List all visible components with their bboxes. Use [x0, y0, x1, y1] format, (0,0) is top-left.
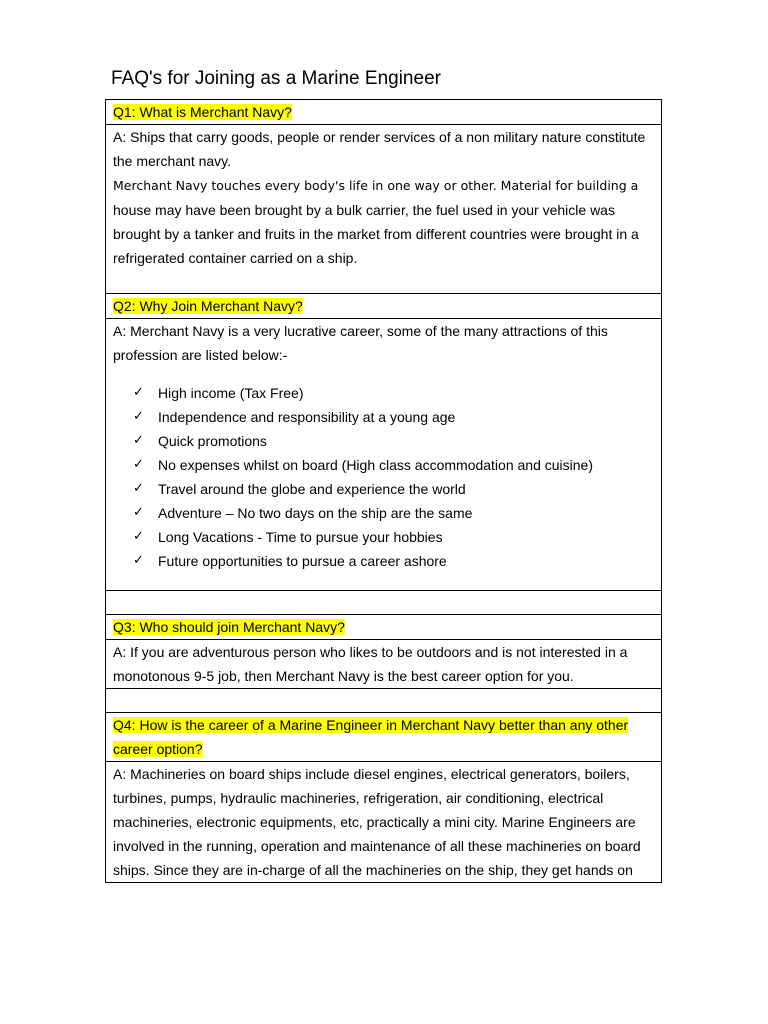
question-cell-1	[106, 100, 662, 125]
question-row-4	[106, 713, 662, 762]
question-row-1	[106, 100, 662, 125]
checkmark-icon: ✓	[133, 433, 144, 448]
question-3-text: Q3: Who should join Merchant Navy?	[113, 619, 345, 635]
answer-1-line-4: house may have been brought by a bulk carrier, the fuel used in your vehicle was	[113, 202, 615, 218]
question-row-3	[106, 615, 662, 640]
answer-1-line-2: the merchant navy.	[113, 153, 232, 169]
answer-row-1	[106, 125, 662, 294]
list-item: ✓ Quick promotions	[133, 429, 654, 453]
list-item: ✓ Adventure – No two days on the ship are the same	[133, 501, 654, 525]
answer-row-4	[106, 762, 662, 883]
question-4-line-1: Q4: How is the career of a Marine Engineer in Merchant Navy better than any other	[113, 717, 629, 733]
answer-2-line-2: profession are listed below:-	[113, 347, 288, 363]
answer-cell-1	[106, 125, 662, 294]
attractions-list	[113, 381, 654, 573]
question-row-2	[106, 294, 662, 319]
answer-4-line-1: A: Machineries on board ships include diesel engines, electrical generators, boilers,	[113, 766, 630, 782]
answer-cell-4	[106, 762, 662, 883]
question-4-line-2: career option?	[113, 741, 203, 757]
answer-4-line-4: involved in the running, operation and maintenance of all these machineries on board	[113, 838, 641, 854]
answer-2-line-1: A: Merchant Navy is a very lucrative career, some of the many attractions of this	[113, 323, 608, 339]
spacer-row	[106, 689, 662, 713]
question-cell-2	[106, 294, 662, 319]
checkmark-icon: ✓	[133, 385, 144, 400]
question-cell-4	[106, 713, 662, 762]
question-2-text: Q2: Why Join Merchant Navy?	[113, 298, 303, 314]
list-item: ✓ Long Vacations - Time to pursue your hobbies	[133, 525, 654, 549]
answer-cell-3	[106, 640, 662, 689]
faq-table	[105, 99, 662, 883]
list-item: ✓ Travel around the globe and experience the world	[133, 477, 654, 501]
answer-4-line-3: machineries, electronic equipments, etc, practically a mini city. Marine Engineers are	[113, 814, 636, 830]
checkmark-icon: ✓	[133, 481, 144, 496]
answer-4-line-5: ships. Since they are in-charge of all the machineries on the ship, they get hands on	[113, 862, 633, 878]
answer-1-line-3: Merchant Navy touches every body's life in one way or other. Material for building a	[113, 178, 639, 193]
list-item: ✓ High income (Tax Free)	[133, 381, 654, 405]
question-1-text: Q1: What is Merchant Navy?	[113, 104, 292, 120]
question-cell-3	[106, 615, 662, 640]
list-item: ✓ Independence and responsibility at a young age	[133, 405, 654, 429]
answer-3-line-1: A: If you are adventurous person who likes to be outdoors and is not interested in a	[113, 644, 628, 660]
answer-1-line-5: brought by a tanker and fruits in the market from different countries were brought in a	[113, 226, 639, 242]
answer-row-2	[106, 319, 662, 591]
spacer-cell	[106, 689, 662, 713]
checkmark-icon: ✓	[133, 457, 144, 472]
answer-4-line-2: turbines, pumps, hydraulic machineries, refrigeration, air conditioning, electrical	[113, 790, 604, 806]
answer-1-line-1: A: Ships that carry goods, people or render services of a non military nature constitute	[113, 129, 646, 145]
list-item: ✓ No expenses whilst on board (High class accommodation and cuisine)	[133, 453, 654, 477]
answer-3-line-2: monotonous 9-5 job, then Merchant Navy is the best career option for you.	[113, 668, 574, 684]
answer-1-line-6: refrigerated container carried on a ship.	[113, 250, 358, 266]
checkmark-icon: ✓	[133, 553, 144, 568]
answer-row-3	[106, 640, 662, 689]
checkmark-icon: ✓	[133, 529, 144, 544]
spacer-row	[106, 591, 662, 615]
list-item: ✓ Future opportunities to pursue a career ashore	[133, 549, 654, 573]
spacer-cell	[106, 591, 662, 615]
checkmark-icon: ✓	[133, 409, 144, 424]
answer-cell-2	[106, 319, 662, 591]
checkmark-icon: ✓	[133, 505, 144, 520]
document-title: FAQ's for Joining as a Marine Engineer	[111, 68, 441, 89]
